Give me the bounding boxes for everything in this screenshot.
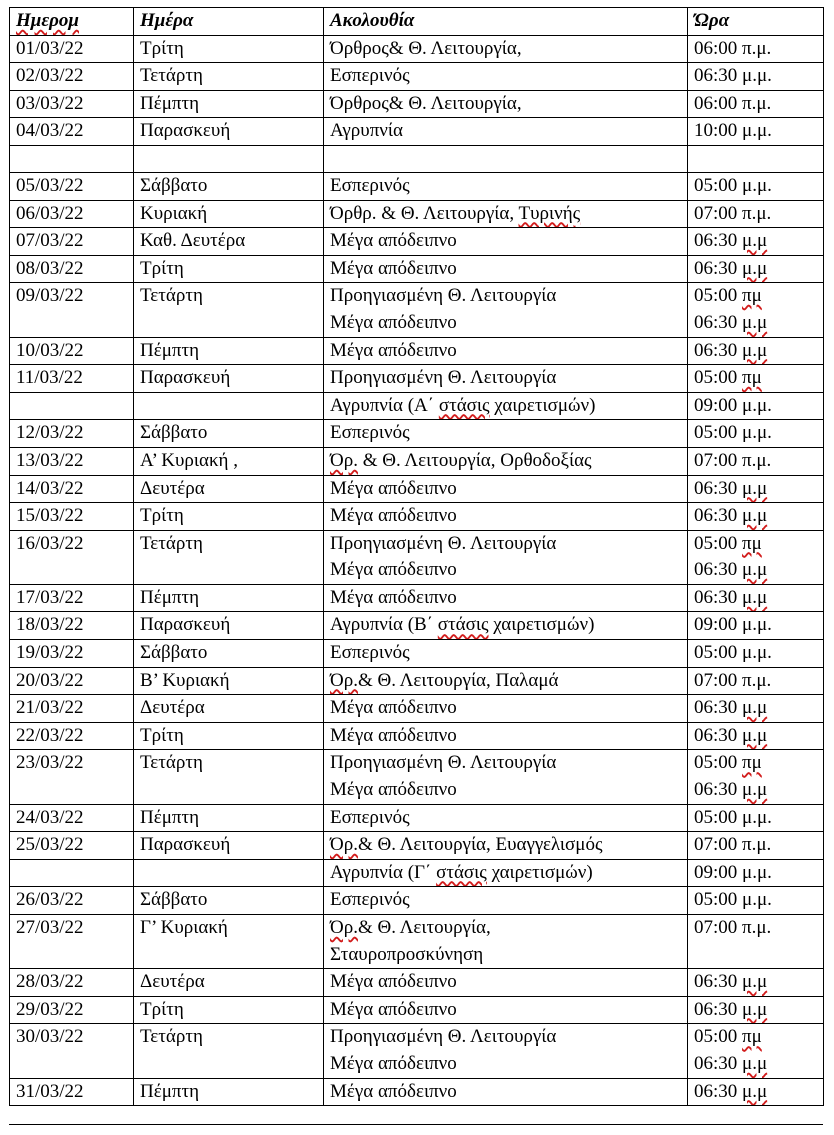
table-row	[10, 255, 824, 283]
time-line: 07:00 π.μ.	[694, 449, 772, 471]
day-cell: Πέμπτη	[134, 584, 324, 612]
table-row	[10, 722, 824, 750]
time-line: 05:00 πμ	[694, 285, 762, 307]
date-cell	[10, 392, 134, 420]
spellcheck-underline: Όρ.	[330, 449, 358, 471]
service-line: Μέγα απόδειπνο	[330, 230, 457, 252]
service-cell	[324, 228, 688, 256]
date-column-header: Ημερομ	[10, 8, 134, 36]
time-cell	[688, 118, 824, 146]
service-line: Προηγιασμένη Θ. Λειτουργία	[330, 1026, 557, 1048]
time-line: 06:30 μ.μ	[694, 230, 768, 252]
day-cell: Παρασκευή	[134, 365, 324, 393]
time-cell	[688, 392, 824, 420]
table-row	[10, 1078, 824, 1106]
service-line: Μέγα απόδειπνο	[330, 257, 457, 279]
day-cell: Κυριακή	[134, 200, 324, 228]
service-line: Μέγα απόδειπνο	[330, 998, 457, 1020]
time-cell	[688, 35, 824, 63]
time-line: 06:30 μ.μ	[694, 311, 768, 333]
time-line: 06:30 μ.μ	[694, 1080, 768, 1102]
table-row	[10, 90, 824, 118]
table-row	[10, 503, 824, 531]
day-cell: Β’ Κυριακή	[134, 667, 324, 695]
time-cell	[688, 145, 824, 172]
time-cell	[688, 475, 824, 503]
time-cell	[688, 640, 824, 668]
service-cell	[324, 530, 688, 584]
time-line: 06:30 μ.μ	[694, 505, 768, 527]
spellcheck-underline: Τυρινής	[518, 202, 581, 224]
time-cell	[688, 695, 824, 723]
time-cell	[688, 255, 824, 283]
service-cell	[324, 475, 688, 503]
time-line: 09:00 μ.μ.	[694, 614, 772, 636]
table-row	[10, 695, 824, 723]
time-line: 06:30 μ.μ	[694, 1052, 768, 1074]
time-line: 05:00 πμ	[694, 532, 762, 554]
date-cell: 17/03/22	[10, 584, 134, 612]
table-row	[10, 915, 824, 969]
time-line: 06:30 μ.μ	[694, 586, 768, 608]
time-line: 06:30 μ.μ.	[694, 65, 772, 87]
header-row	[10, 8, 824, 36]
time-column-header: Ώρα	[688, 8, 824, 36]
time-line: 05:00 μ.μ.	[694, 889, 772, 911]
time-line: 06:30 μ.μ	[694, 779, 768, 801]
day-cell: Τετάρτη	[134, 530, 324, 584]
service-cell	[324, 90, 688, 118]
date-cell: 08/03/22	[10, 255, 134, 283]
spellcheck-underline: μ.μ	[742, 311, 768, 333]
time-line: 06:30 μ.μ	[694, 724, 768, 746]
service-cell	[324, 695, 688, 723]
service-cell	[324, 584, 688, 612]
date-cell: 31/03/22	[10, 1078, 134, 1106]
service-cell	[324, 63, 688, 91]
service-cell	[324, 612, 688, 640]
service-line: Μέγα απόδειπνο	[330, 311, 457, 333]
time-line: 05:00 μ.μ.	[694, 174, 772, 196]
service-line: Όρθρος& Θ. Λειτουργία,	[330, 37, 522, 59]
date-cell: 06/03/22	[10, 200, 134, 228]
time-line: 05:00 μ.μ.	[694, 422, 772, 444]
date-cell: 03/03/22	[10, 90, 134, 118]
date-cell: 14/03/22	[10, 475, 134, 503]
day-cell: Πέμπτη	[134, 804, 324, 832]
service-line: Εσπερινός	[330, 806, 410, 828]
spellcheck-underline: πμ	[742, 752, 762, 774]
service-line: Μέγα απόδειπνο	[330, 339, 457, 361]
time-line: 05:00 μ.μ.	[694, 806, 772, 828]
service-line: Προηγιασμένη Θ. Λειτουργία	[330, 752, 557, 774]
day-cell: Δευτέρα	[134, 695, 324, 723]
time-cell	[688, 530, 824, 584]
service-cell	[324, 337, 688, 365]
date-cell: 23/03/22	[10, 750, 134, 804]
day-cell: Τρίτη	[134, 996, 324, 1024]
service-cell	[324, 667, 688, 695]
service-column-header: Ακολουθία	[324, 8, 688, 36]
time-cell	[688, 365, 824, 393]
schedule-table	[9, 7, 824, 1106]
service-line: Εσπερινός	[330, 642, 410, 664]
table-row	[10, 337, 824, 365]
table-row	[10, 172, 824, 200]
service-line: Μέγα απόδειπνο	[330, 1080, 457, 1102]
spellcheck-underline: στάσις	[436, 861, 487, 883]
service-line: Εσπερινός	[330, 422, 410, 444]
day-cell	[134, 392, 324, 420]
service-cell	[324, 35, 688, 63]
time-cell	[688, 337, 824, 365]
spellcheck-underline: μ.μ	[742, 1052, 768, 1074]
service-line: Όρθρος& Θ. Λειτουργία,	[330, 92, 522, 114]
table-row	[10, 63, 824, 91]
day-column-header: Ημέρα	[134, 8, 324, 36]
day-cell: Τρίτη	[134, 255, 324, 283]
table-row	[10, 475, 824, 503]
time-cell	[688, 63, 824, 91]
time-line: 05:00 πμ	[694, 1026, 762, 1048]
day-cell: Σάββατο	[134, 640, 324, 668]
time-cell	[688, 667, 824, 695]
spellcheck-underline: μ.μ	[742, 1080, 768, 1102]
date-cell: 11/03/22	[10, 365, 134, 393]
service-cell	[324, 887, 688, 915]
day-cell: Καθ. Δευτέρα	[134, 228, 324, 256]
table-row	[10, 887, 824, 915]
table-row	[10, 640, 824, 668]
time-line: 06:30 μ.μ	[694, 559, 768, 581]
spellcheck-underline: Όρ.	[330, 834, 358, 856]
date-cell: 28/03/22	[10, 969, 134, 997]
table-row	[10, 145, 824, 172]
day-cell: Γ’ Κυριακή	[134, 915, 324, 969]
time-cell	[688, 584, 824, 612]
day-cell: Τρίτη	[134, 722, 324, 750]
service-cell	[324, 255, 688, 283]
day-cell: Πέμπτη	[134, 337, 324, 365]
date-cell: 12/03/22	[10, 420, 134, 448]
table-row	[10, 1024, 824, 1078]
time-line: 10:00 μ.μ.	[694, 120, 772, 142]
date-cell: 22/03/22	[10, 722, 134, 750]
time-line: 06:30 μ.μ	[694, 697, 768, 719]
time-line: 06:30 μ.μ	[694, 971, 768, 993]
service-line: Μέγα απόδειπνο	[330, 477, 457, 499]
day-cell: Παρασκευή	[134, 118, 324, 146]
day-cell: Τετάρτη	[134, 63, 324, 91]
service-cell	[324, 503, 688, 531]
service-line: Μέγα απόδειπνο	[330, 1052, 457, 1074]
service-line: Προηγιασμένη Θ. Λειτουργία	[330, 367, 557, 389]
table-row	[10, 365, 824, 393]
date-cell: 01/03/22	[10, 35, 134, 63]
service-line: Αγρυπνία (Γ΄ στάσις χαιρετισμών)	[330, 861, 593, 883]
spellcheck-underline: στάσις	[437, 614, 489, 636]
service-cell	[324, 172, 688, 200]
service-line: Μέγα απόδειπνο	[330, 505, 457, 527]
date-cell: 07/03/22	[10, 228, 134, 256]
table-row	[10, 584, 824, 612]
service-line: Όρ.& Θ. Λειτουργία,	[330, 917, 491, 938]
date-cell: 10/03/22	[10, 337, 134, 365]
service-line: Αγρυπνία (Α΄ στάσις χαιρετισμών)	[330, 394, 596, 416]
table-row	[10, 750, 824, 804]
time-cell	[688, 722, 824, 750]
service-line: Όρ. & Θ. Λειτουργία, Ορθοδοξίας	[330, 449, 592, 471]
time-cell	[688, 887, 824, 915]
day-cell: Σάββατο	[134, 172, 324, 200]
time-cell	[688, 750, 824, 804]
day-cell: Τρίτη	[134, 35, 324, 63]
time-line: 05:00 μ.μ.	[694, 642, 772, 664]
service-line: Εσπερινός	[330, 889, 410, 911]
date-cell: 04/03/22	[10, 118, 134, 146]
time-cell	[688, 90, 824, 118]
service-line: Μέγα απόδειπνο	[330, 724, 457, 746]
date-cell: 27/03/22	[10, 915, 134, 969]
service-line: Μέγα απόδειπνο	[330, 586, 457, 608]
date-cell: 13/03/22	[10, 447, 134, 475]
spellcheck-underline: μ.μ	[742, 505, 768, 527]
time-cell	[688, 228, 824, 256]
date-cell: 16/03/22	[10, 530, 134, 584]
table-row	[10, 996, 824, 1024]
day-cell: Δευτέρα	[134, 475, 324, 503]
spellcheck-underline: μ.μ	[742, 697, 768, 719]
spellcheck-underline: Όρ.	[330, 669, 358, 691]
time-cell	[688, 996, 824, 1024]
date-cell: 19/03/22	[10, 640, 134, 668]
spellcheck-underline: στάσις	[438, 394, 490, 416]
service-line: Όρ.& Θ. Λειτουργία, Παλαμά	[330, 669, 559, 691]
spellcheck-underline: μ.μ	[742, 477, 768, 499]
date-cell: 25/03/22	[10, 832, 134, 860]
spellcheck-underline: μ.μ	[742, 339, 768, 361]
date-cell: 15/03/22	[10, 503, 134, 531]
spellcheck-underline: μ.μ	[742, 724, 768, 746]
spellcheck-underline: Όρ.	[330, 917, 358, 938]
time-line: 07:00 π.μ.	[694, 917, 772, 938]
time-cell	[688, 283, 824, 337]
service-cell	[324, 200, 688, 228]
day-cell: Πέμπτη	[134, 90, 324, 118]
table-row	[10, 612, 824, 640]
time-line: 09:00 μ.μ.	[694, 861, 772, 883]
service-cell	[324, 859, 688, 887]
service-cell	[324, 145, 688, 172]
spellcheck-underline: μ.μ	[742, 559, 768, 581]
table-row	[10, 420, 824, 448]
service-cell	[324, 1024, 688, 1078]
date-cell: 30/03/22	[10, 1024, 134, 1078]
date-cell: 24/03/22	[10, 804, 134, 832]
service-line: Όρ.& Θ. Λειτουργία, Ευαγγελισμός	[330, 834, 603, 856]
date-cell: 20/03/22	[10, 667, 134, 695]
table-row	[10, 35, 824, 63]
time-cell	[688, 172, 824, 200]
table-row	[10, 832, 824, 860]
service-line: Εσπερινός	[330, 65, 410, 87]
time-line: 07:00 π.μ.	[694, 202, 772, 224]
day-cell: Δευτέρα	[134, 969, 324, 997]
day-cell: Τετάρτη	[134, 1024, 324, 1078]
time-cell	[688, 1078, 824, 1106]
service-line: Μέγα απόδειπνο	[330, 779, 457, 801]
time-line: 06:30 μ.μ	[694, 257, 768, 279]
time-cell	[688, 1024, 824, 1078]
time-cell	[688, 969, 824, 997]
table-row	[10, 283, 824, 337]
service-cell	[324, 1078, 688, 1106]
day-cell: Σάββατο	[134, 420, 324, 448]
spellcheck-underline: μ.μ	[742, 586, 768, 608]
table-row	[10, 804, 824, 832]
time-line: 07:00 π.μ.	[694, 669, 772, 691]
date-cell: 09/03/22	[10, 283, 134, 337]
time-cell	[688, 447, 824, 475]
service-cell	[324, 365, 688, 393]
day-cell: Τετάρτη	[134, 750, 324, 804]
service-cell	[324, 804, 688, 832]
day-cell: Σάββατο	[134, 887, 324, 915]
day-cell: Παρασκευή	[134, 612, 324, 640]
spellcheck-underline: πμ	[742, 1026, 762, 1048]
time-line: 06:00 π.μ.	[694, 37, 772, 59]
time-cell	[688, 612, 824, 640]
day-cell: Τρίτη	[134, 503, 324, 531]
time-line: 06:30 μ.μ	[694, 998, 768, 1020]
service-line: Σταυροπροσκύνηση	[330, 943, 484, 965]
date-cell: 26/03/22	[10, 887, 134, 915]
table-row	[10, 447, 824, 475]
service-line: Προηγιασμένη Θ. Λειτουργία	[330, 532, 557, 554]
spellcheck-underline: πμ	[742, 285, 762, 307]
table-row	[10, 859, 824, 887]
table-row	[10, 530, 824, 584]
spellcheck-underline: μ.μ	[742, 779, 768, 801]
service-cell	[324, 392, 688, 420]
spellcheck-underline: μ.μ	[742, 998, 768, 1020]
table-row	[10, 200, 824, 228]
service-line: Προηγιασμένη Θ. Λειτουργία	[330, 285, 557, 307]
table-row	[10, 667, 824, 695]
day-cell: Τετάρτη	[134, 283, 324, 337]
service-cell	[324, 832, 688, 860]
table-row	[10, 118, 824, 146]
schedule-body	[10, 35, 824, 1106]
service-cell	[324, 118, 688, 146]
time-line: 09:00 μ.μ.	[694, 394, 772, 416]
spellcheck-underline: μ.μ	[742, 257, 768, 279]
time-line: 07:00 π.μ.	[694, 834, 772, 856]
service-line: Εσπερινός	[330, 174, 410, 196]
time-cell	[688, 200, 824, 228]
time-line: 05:00 πμ	[694, 752, 762, 774]
table-row	[10, 228, 824, 256]
service-line: Όρθρ. & Θ. Λειτουργία, Τυρινής	[330, 202, 581, 224]
service-cell	[324, 640, 688, 668]
service-cell	[324, 915, 688, 969]
date-cell: 18/03/22	[10, 612, 134, 640]
service-cell	[324, 969, 688, 997]
service-line: Μέγα απόδειπνο	[330, 559, 457, 581]
table-row	[10, 392, 824, 420]
time-line: 05:00 πμ	[694, 367, 762, 389]
time-cell	[688, 915, 824, 969]
date-cell	[10, 145, 134, 172]
time-cell	[688, 859, 824, 887]
time-line: 06:30 μ.μ	[694, 477, 768, 499]
service-line: Μέγα απόδειπνο	[330, 697, 457, 719]
service-cell	[324, 283, 688, 337]
schedule-sheet	[9, 7, 823, 1106]
spellcheck-underline: μ.μ	[742, 230, 768, 252]
time-cell	[688, 832, 824, 860]
date-cell: 02/03/22	[10, 63, 134, 91]
day-cell	[134, 859, 324, 887]
day-cell: Πέμπτη	[134, 1078, 324, 1106]
date-cell: 05/03/22	[10, 172, 134, 200]
time-line: 06:30 μ.μ	[694, 339, 768, 361]
time-line: 06:00 π.μ.	[694, 92, 772, 114]
service-cell	[324, 447, 688, 475]
date-cell: 21/03/22	[10, 695, 134, 723]
service-cell	[324, 420, 688, 448]
service-cell	[324, 996, 688, 1024]
date-cell: 29/03/22	[10, 996, 134, 1024]
table-row	[10, 969, 824, 997]
time-cell	[688, 420, 824, 448]
page-bottom-rule	[9, 1124, 823, 1125]
service-cell	[324, 750, 688, 804]
spellcheck-underline: πμ	[742, 532, 762, 554]
service-line: Μέγα απόδειπνο	[330, 971, 457, 993]
service-line: Αγρυπνία (Β΄ στάσις χαιρετισμών)	[330, 614, 595, 636]
service-cell	[324, 722, 688, 750]
time-cell	[688, 804, 824, 832]
day-cell: Α’ Κυριακή ,	[134, 447, 324, 475]
time-cell	[688, 503, 824, 531]
spellcheck-underline: μ.μ	[742, 971, 768, 993]
date-cell	[10, 859, 134, 887]
day-cell	[134, 145, 324, 172]
day-cell: Παρασκευή	[134, 832, 324, 860]
spellcheck-underline: πμ	[742, 367, 762, 389]
service-line: Αγρυπνία	[330, 120, 403, 142]
